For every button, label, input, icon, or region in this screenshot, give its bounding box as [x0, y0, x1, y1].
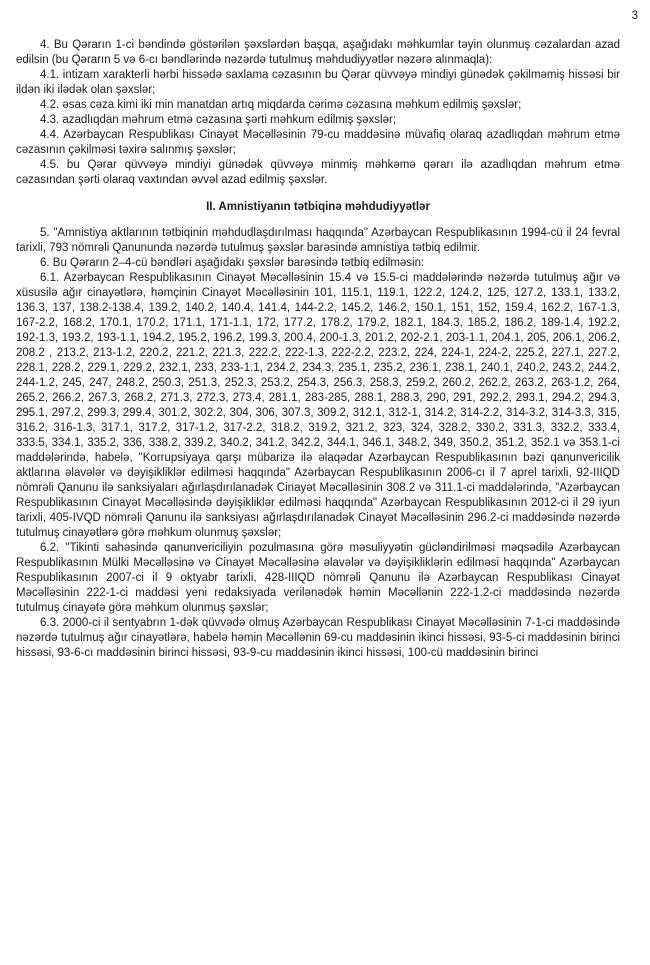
paragraph-4-2: 4.2. əsas cəza kimi iki min manatdan artıq miqdarda cərimə cəzasına məhkum edilmiş şəxslər;	[40, 99, 522, 111]
document-body	[16, 38, 620, 661]
paragraph-6: 6. Bu Qərarın 2–4-cü bəndləri aşağıdakı şəxslər barəsində tətbiq edilməsin:	[40, 257, 425, 269]
paragraph-6-3: 6.3. 2000-ci il sentyabrın 1-dək qüvvədə olmuş Azərbaycan Respublikası Cinayət Məcəlləsinin 7-1-ci maddəsində nəzərdə tutulmuş ağır cinayətlərə, habelə həmin Məcəllənin 69-cu maddəsinin ikinci hissəsi, 93-5-ci maddəsinin birinci hissəsi, 93-6-cı maddəsinin birinci hissəsi, 93-9-cu maddəsinin ikinci hissəsi, 100-cü maddəsinin birinci	[16, 617, 620, 659]
paragraph-4: 4. Bu Qərarın 1-ci bəndində göstərilən şəxslərdən başqa, aşağıdakı məhkumlar təyin olunmuş cəzalardan azad edilsin (bu Qərarın 5 və 6-cı bəndlərində nəzərdə tutulmuş məhdudiyyətlər nəzərə alınmaqla):	[16, 39, 620, 66]
paragraph-4-4: 4.4. Azərbaycan Respublikası Cinayət Məcəlləsinin 79-cu maddəsinə müvafiq olaraq azadlıqdan məhrum etmə cəzasının çəkilməsi təxirə salınmış şəxslər;	[16, 129, 620, 156]
paragraph-4-5: 4.5. bu Qərar qüvvəyə mindiyi günədək qüvvəyə minmiş məhkəmə qərarı ilə azadlıqdan məhrum etmə cəzasından şərti olaraq vaxtından əvvəl azad edilmiş şəxslər.	[16, 159, 620, 186]
section-heading: II. Amnistiyanın tətbiqinə məhdudiyyətlər	[206, 201, 430, 213]
paragraph-6-2: 6.2. "Tikinti sahəsində qanunvericiliyin pozulmasına görə məsuliyyətin gücləndirilməsi məqsədilə Azərbaycan Respublikasının Mülki Məcəlləsinə və Cinayət Məcəlləsinə əlavələr və dəyişikliklərin edilməsi haqqında" Azərbaycan Respublikasının 2007-ci il 9 oktyabr tarixli, 428-IIIQD nömrəli Qanunu ilə Azərbaycan Respublikası Cinayət Məcəlləsinin 222-1-ci maddəsi yeni redaksiyada verilənədək həmin Məcəllənin 222-1.2-ci maddəsində nəzərdə tutulmuş cinayətə görə məhkum olunmuş şəxslər;	[16, 542, 620, 614]
paragraph-5: 5. "Amnistiya aktlarının tətbiqinin məhdudlaşdırılması haqqında" Azərbaycan Respublikasının 1994-cü il 24 fevral tarixli, 793 nömrəli Qanununda nəzərdə tutulmuş şəxslər barəsində amnistiya tətbiq edilmir.	[16, 227, 620, 254]
page-number: 3	[631, 10, 638, 22]
paragraph-4-3: 4.3. azadlıqdan məhrum etmə cəzasına şərti məhkum edilmiş şəxslər;	[40, 114, 397, 126]
paragraph-4-1: 4.1. intizam xarakterli hərbi hissədə saxlama cəzasının bu Qərar qüvvəyə mindiyi günədək çəkilməmiş hissəsi bir ildən iki ilədək olan şəxslər;	[16, 69, 620, 96]
paragraph-6-1: 6.1. Azərbaycan Respublikasının Cinayət Məcəlləsinin 15.4 və 15.5-ci maddələrində nəzərdə tutulmuş ağır və xüsusilə ağır cinayətlərə, həmçinin Cinayət Məcəlləsinin 101, 115.1, 119.1, 122.2, 124.2, 125, 127.2, 133.1, 133.2, 136.3, 137, 138.2-138.4, 139.2, 140.2, 140.4, 141.4, 144-2.2, 145.2, 146.2, 150.1, 151, 152, 159.4, 162.2, 167-1.3, 167-2.2, 168.2, 170.1, 170.2, 171.1, 171-1.1, 172, 177.2, 178.2, 179.2, 182.1, 184.3, 185.2, 186.2, 189-1.4, 192.2, 192-1.3, 193.2, 193-1.1, 194.2, 195.2, 196.2, 199.3, 200.4, 200-1.3, 201.2, 202-2.1, 203-1.1, 204.1, 205, 206.1, 206.2, 208.2 , 213.2, 213-1.2, 220.2, 221.2, 221.3, 222.2, 222-1.3, 222-2.2, 223.2, 224, 224-1, 224-2, 225.2, 227.1, 227.2, 228.1, 228.2, 229.1, 229.2, 232.1, 233, 233-1.1, 234.2, 234.3, 235.1, 235.2, 236.1, 238.1, 240.1, 240.2, 243.2, 244.2, 244-1.2, 245, 247, 248.2, 250.3, 251.3, 252.3, 253.2, 254.3, 256.3, 258.3, 259.2, 260.2, 262.2, 263.2, 263-1.2, 264, 265.2, 266.2, 267.3, 268.2, 271.3, 272.3, 273.4, 281.1, 283-285, 288.1, 288.3, 290, 291, 292.2, 293.1, 294.2, 294.3, 295.1, 297.2, 299.3, 299.4, 301.2, 302.2, 304, 306, 307.3, 309.2, 312.1, 312-1, 314.2, 314-2.2, 314-3.2, 314-3.3, 315, 316.2, 316-1.3, 317.1, 317.2, 317-1.2, 317-2.2, 318.2, 319.2, 321.2, 323, 324, 328.2, 330.2, 331.3, 332.2, 333.4, 333.5, 334.1, 335.2, 336, 338.2, 339.2, 340.2, 341.2, 342.2, 344.1, 346.1, 348.2, 349, 350.2, 351.2, 352.1 və 353.1-ci maddələrində, habelə, "Korrupsiyaya qarşı mübarizə ilə əlaqədar Azərbaycan Respublikasının bəzi qanunvericilik aktlarına əlavələr və dəyişikliklər edilməsi haqqında" Azərbaycan Respublikasının 2006-cı il 7 aprel tarixli, 92-IIIQD nömrəli Qanunu ilə sanksiyaları ağırlaşdırılanadək Cinayət Məcəlləsinin 308.2 və 311.1-ci maddələrində, "Azərbaycan Respublikasının Cinayət Məcəlləsində dəyişikliklər edilməsi haqqında" Azərbaycan Respublikasının 2012-ci il 29 iyun tarixli, 405-IVQD nömrəli Qanunu ilə sanksiyası ağırlaşdırılanadək Cinayət Məcəlləsinin 296.2-ci maddəsində nəzərdə tutulmuş cinayətlərə görə məhkum olunmuş şəxslər;	[16, 272, 620, 539]
